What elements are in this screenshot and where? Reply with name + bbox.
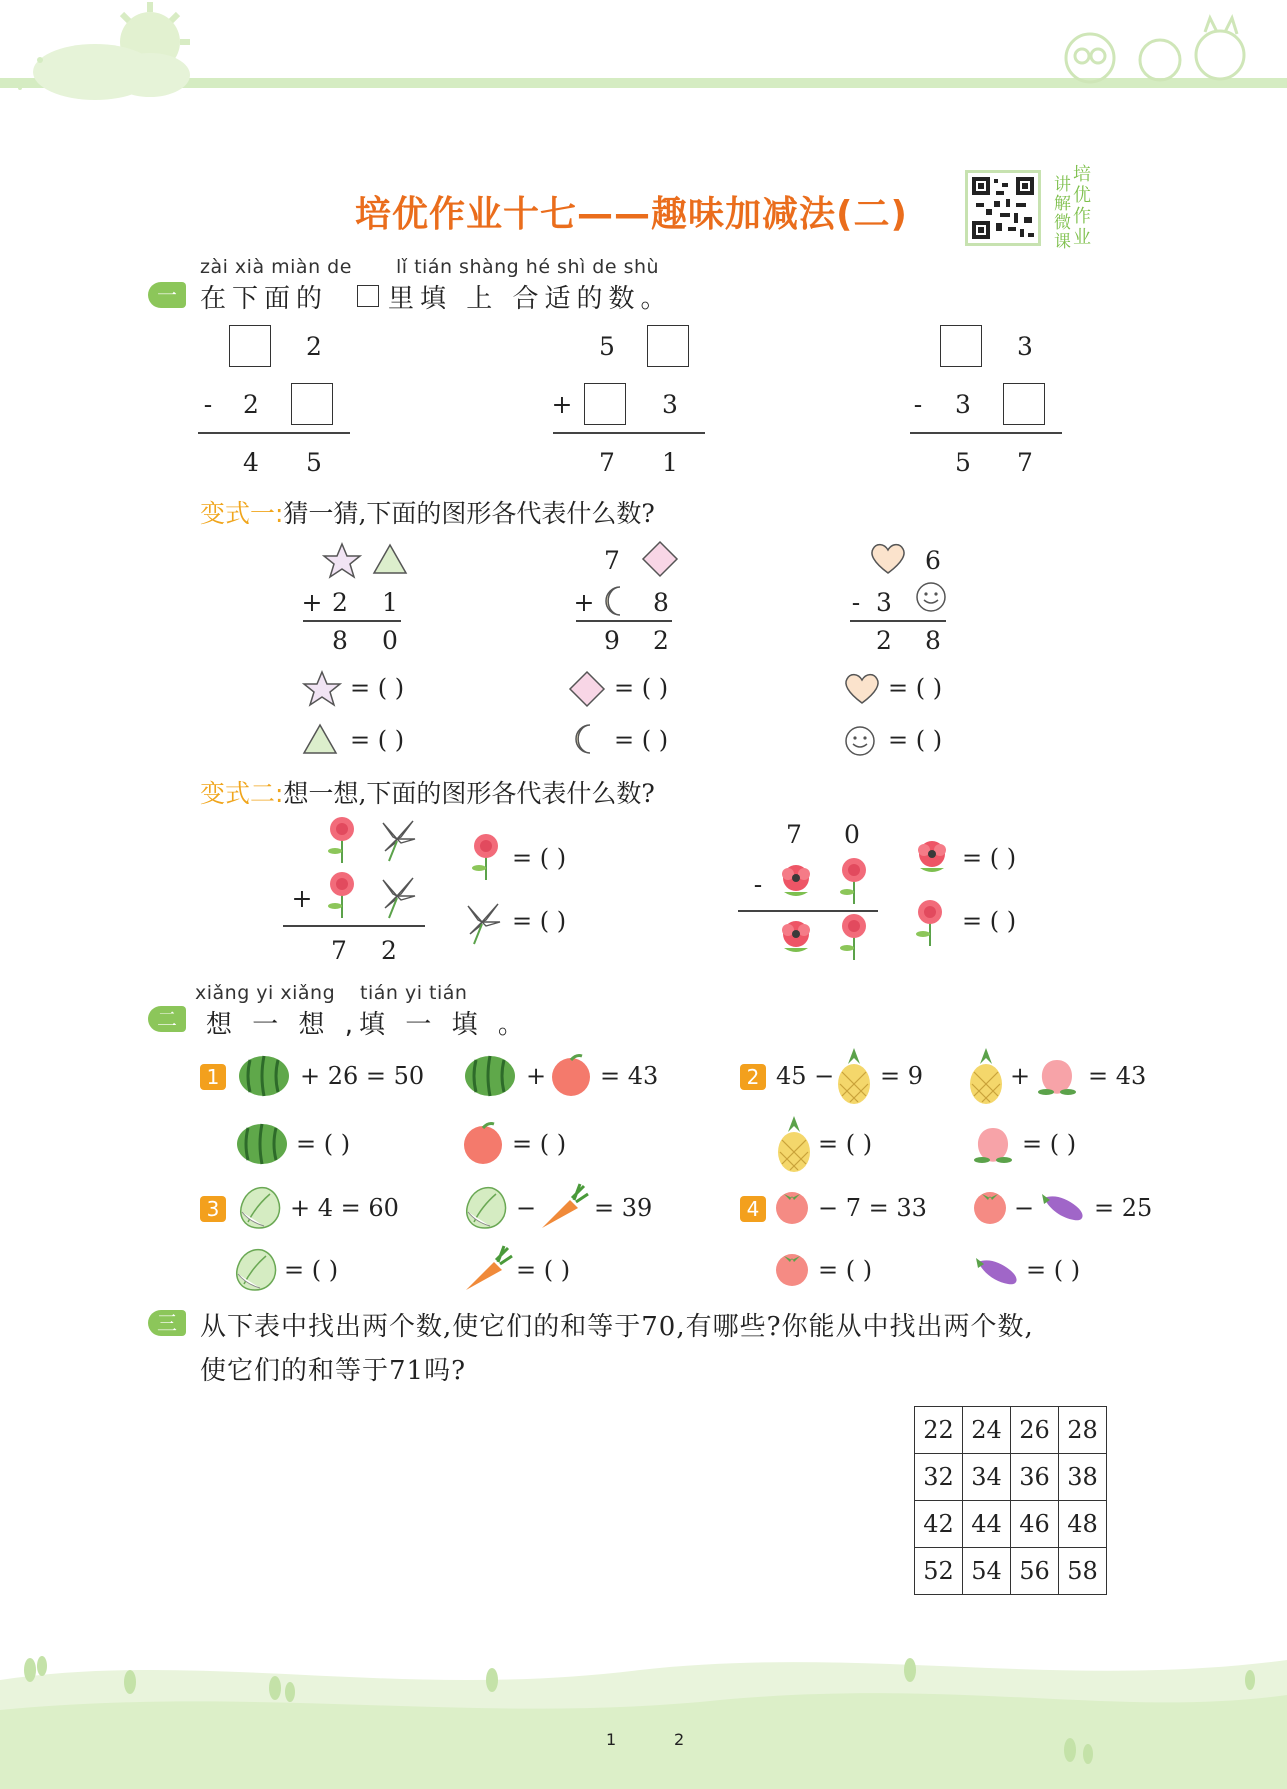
lily-icon <box>375 815 419 863</box>
operator: - <box>203 390 213 419</box>
digit: 8 <box>653 588 669 617</box>
sum-line <box>553 432 705 434</box>
table-cell[interactable]: 52 <box>915 1548 963 1595</box>
digit: 4 <box>243 448 259 477</box>
digit: 1 <box>382 588 398 617</box>
section-badge-3-label: 三 <box>157 1311 177 1335</box>
table-cell[interactable]: 48 <box>1059 1501 1107 1548</box>
tomato-icon <box>970 1186 1010 1226</box>
equation-text: = 43 <box>1088 1062 1147 1090</box>
rose-icon <box>834 856 874 906</box>
answer-blank[interactable]: = ( ) <box>818 1256 873 1284</box>
apple-icon <box>548 1052 594 1098</box>
answer-blank[interactable]: = ( ) <box>614 674 669 702</box>
heart-icon <box>868 540 908 576</box>
section-badge-3 <box>148 1310 186 1336</box>
table-cell[interactable]: 46 <box>1011 1501 1059 1548</box>
digit: 3 <box>1017 332 1033 361</box>
equation-text: 45 − <box>776 1062 835 1090</box>
variant1-text: 猜一猜,下面的图形各代表什么数? <box>283 499 655 528</box>
digit: 3 <box>955 390 971 419</box>
equation-text: + 4 = 60 <box>290 1194 399 1222</box>
equation-text: = 25 <box>1094 1194 1153 1222</box>
triangle-icon <box>372 542 408 576</box>
answer-blank[interactable]: = ( ) <box>284 1256 339 1284</box>
section-badge-2 <box>148 1006 186 1032</box>
digit: 3 <box>876 588 892 617</box>
diamond-icon <box>641 540 679 578</box>
carrot-icon <box>536 1182 590 1232</box>
digit: 5 <box>599 332 615 361</box>
answer-blank[interactable]: = ( ) <box>350 726 405 754</box>
digit: 2 <box>381 936 397 965</box>
variant2-text: 想一想,下面的图形各代表什么数? <box>283 779 655 808</box>
operator: - <box>851 588 861 617</box>
digit: 2 <box>653 626 669 655</box>
peach-icon <box>970 1120 1016 1166</box>
watermelon-icon <box>462 1052 518 1100</box>
question-number-1: 1 <box>200 1064 226 1090</box>
table-cell[interactable]: 42 <box>915 1501 963 1548</box>
section2-pinyin-b: tián yi tián <box>360 982 468 1004</box>
answer-box[interactable] <box>940 325 982 367</box>
lily-icon <box>375 872 419 920</box>
answer-blank[interactable]: = ( ) <box>962 844 1017 872</box>
section1-pinyin-b: lǐ tián shàng hé shì de shù <box>396 256 660 278</box>
cabbage-icon <box>460 1182 510 1232</box>
digit: 9 <box>604 626 620 655</box>
digit: 5 <box>955 448 971 477</box>
table-cell[interactable]: 54 <box>963 1548 1011 1595</box>
pineapple-icon <box>834 1046 874 1106</box>
red-flower-icon <box>774 862 818 902</box>
operator: + <box>526 1062 547 1090</box>
red-flower-icon <box>910 838 954 878</box>
answer-blank[interactable]: = ( ) <box>962 907 1017 935</box>
moon-icon <box>570 722 600 756</box>
variant2-line <box>200 774 655 810</box>
variant1-line <box>200 494 655 530</box>
digit: 2 <box>306 332 322 361</box>
carrot-icon <box>460 1244 514 1294</box>
star-icon <box>322 542 362 580</box>
question-number-2: 2 <box>740 1064 766 1090</box>
section2-pinyin-a: xiǎng yi xiǎng <box>195 982 336 1004</box>
digit: 7 <box>1017 448 1033 477</box>
section3-line2: 使它们的和等于71吗? <box>200 1356 467 1386</box>
answer-blank[interactable]: = ( ) <box>614 726 669 754</box>
section2-heading: 想 一 想 ,填 一 填 。 <box>206 1010 530 1040</box>
answer-blank[interactable]: = ( ) <box>888 674 943 702</box>
eggplant-icon <box>1040 1188 1090 1224</box>
operator: + <box>573 588 595 617</box>
smiley-icon <box>843 724 877 758</box>
qr-code-icon <box>972 177 1034 239</box>
answer-blank[interactable]: = ( ) <box>516 1256 571 1284</box>
sum-line <box>303 620 401 622</box>
operator: − <box>1014 1194 1035 1222</box>
digit: 7 <box>331 936 347 965</box>
section-badge-1-label: 一 <box>157 283 177 307</box>
operator: - <box>913 390 923 419</box>
answer-blank[interactable]: = ( ) <box>296 1130 351 1158</box>
rose-icon <box>322 815 362 865</box>
page-title: 培优作业十七——趣味加减法(二) <box>355 194 908 235</box>
red-flower-icon <box>774 918 818 958</box>
operator: + <box>551 390 573 419</box>
inline-blank-box <box>357 285 379 307</box>
sum-line <box>910 432 1062 434</box>
variant1-label: 变式一: <box>200 499 284 528</box>
table-cell[interactable]: 36 <box>1011 1454 1059 1501</box>
pineapple-icon <box>966 1046 1006 1106</box>
digit: 6 <box>925 546 941 575</box>
triangle-icon <box>302 722 338 756</box>
sun-cloud-decoration <box>0 0 260 110</box>
table-cell[interactable]: 34 <box>963 1454 1011 1501</box>
eggplant-icon <box>974 1252 1024 1288</box>
answer-blank[interactable]: = ( ) <box>350 674 405 702</box>
digit: 0 <box>844 820 860 849</box>
section-badge-2-label: 二 <box>157 1007 177 1031</box>
digit: 7 <box>599 448 615 477</box>
answer-blank[interactable]: = ( ) <box>1022 1130 1077 1158</box>
cabbage-icon <box>230 1244 280 1294</box>
peach-icon <box>1034 1052 1080 1098</box>
digit: 2 <box>332 588 348 617</box>
watermelon-icon <box>234 1120 290 1168</box>
answer-blank[interactable]: = ( ) <box>512 1130 567 1158</box>
answer-box[interactable] <box>647 325 689 367</box>
answer-blank[interactable]: = ( ) <box>888 726 943 754</box>
diamond-icon <box>568 670 606 708</box>
watermelon-icon <box>236 1052 292 1100</box>
answer-blank[interactable]: = ( ) <box>1026 1256 1081 1284</box>
answer-box[interactable] <box>291 383 333 425</box>
digit: 2 <box>243 390 259 419</box>
equation-text: = 9 <box>880 1062 924 1090</box>
table-cell[interactable]: 58 <box>1059 1548 1107 1595</box>
number-table <box>914 1406 1107 1595</box>
lily-icon <box>460 898 504 946</box>
table-row <box>915 1501 1107 1548</box>
digit: 8 <box>925 626 941 655</box>
sum-line <box>198 432 350 434</box>
rose-icon <box>834 912 874 962</box>
table-cell[interactable]: 44 <box>963 1501 1011 1548</box>
digit: 0 <box>382 626 398 655</box>
equation-text: = 43 <box>600 1062 659 1090</box>
answer-blank[interactable]: = ( ) <box>818 1130 873 1158</box>
sum-line <box>576 620 672 622</box>
table-cell[interactable]: 24 <box>963 1407 1011 1454</box>
pineapple-icon <box>774 1114 814 1174</box>
digit: 7 <box>786 820 802 849</box>
cabbage-icon <box>234 1182 284 1232</box>
table-cell[interactable]: 26 <box>1011 1407 1059 1454</box>
table-cell[interactable]: 38 <box>1059 1454 1107 1501</box>
animal-faces-decoration <box>1055 10 1255 90</box>
qr-label-right: 培优作业 <box>1073 164 1091 248</box>
operator: − <box>516 1194 537 1222</box>
sum-line <box>283 925 425 927</box>
digit: 3 <box>662 390 678 419</box>
equation-text: = 39 <box>594 1194 653 1222</box>
rose-icon <box>910 898 950 948</box>
tomato-icon <box>772 1248 812 1288</box>
digit: 2 <box>876 626 892 655</box>
equation-text: + 26 = 50 <box>300 1062 425 1090</box>
variant2-label: 变式二: <box>200 779 284 808</box>
operator: + <box>291 884 313 913</box>
digit: 5 <box>306 448 322 477</box>
tomato-icon <box>772 1186 812 1226</box>
qr-code[interactable] <box>965 170 1041 246</box>
table-row <box>915 1548 1107 1595</box>
digit: 7 <box>604 546 620 575</box>
page-number-left: 1 <box>606 1730 617 1749</box>
section1-heading-a: 在下面的 <box>200 284 329 314</box>
rose-icon <box>322 870 362 920</box>
moon-icon <box>600 584 630 618</box>
answer-box[interactable] <box>229 325 271 367</box>
operator: + <box>301 588 323 617</box>
digit: 1 <box>662 448 678 477</box>
table-row <box>915 1454 1107 1501</box>
question-number-3: 3 <box>200 1196 226 1222</box>
table-cell[interactable]: 28 <box>1059 1407 1107 1454</box>
table-row <box>915 1407 1107 1454</box>
rose-icon <box>466 832 506 882</box>
table-cell[interactable]: 32 <box>915 1454 963 1501</box>
table-cell[interactable]: 22 <box>915 1407 963 1454</box>
qr-label-left: 讲解微课 <box>1054 175 1071 252</box>
smiley-icon <box>914 580 948 614</box>
page-number-right: 2 <box>674 1730 685 1749</box>
table-cell[interactable]: 56 <box>1011 1548 1059 1595</box>
equation-text: − 7 = 33 <box>818 1194 927 1222</box>
operator: + <box>1010 1062 1031 1090</box>
section1-heading-b: 里填 上 合适的数。 <box>388 284 673 314</box>
section-badge-1 <box>148 282 186 308</box>
section1-pinyin-a: zài xià miàn de <box>200 256 352 278</box>
grass-hills-decoration <box>0 1640 1287 1789</box>
section3-line1: 从下表中找出两个数,使它们的和等于70,有哪些?你能从中找出两个数, <box>200 1312 1034 1342</box>
sum-line <box>850 620 946 622</box>
answer-box[interactable] <box>1003 383 1045 425</box>
answer-blank[interactable]: = ( ) <box>512 907 567 935</box>
digit: 8 <box>332 626 348 655</box>
star-icon <box>302 670 342 708</box>
answer-box[interactable] <box>584 383 626 425</box>
operator: - <box>753 870 763 899</box>
answer-blank[interactable]: = ( ) <box>512 844 567 872</box>
apple-icon <box>460 1120 506 1166</box>
heart-icon <box>842 670 882 706</box>
question-number-4: 4 <box>740 1196 766 1222</box>
